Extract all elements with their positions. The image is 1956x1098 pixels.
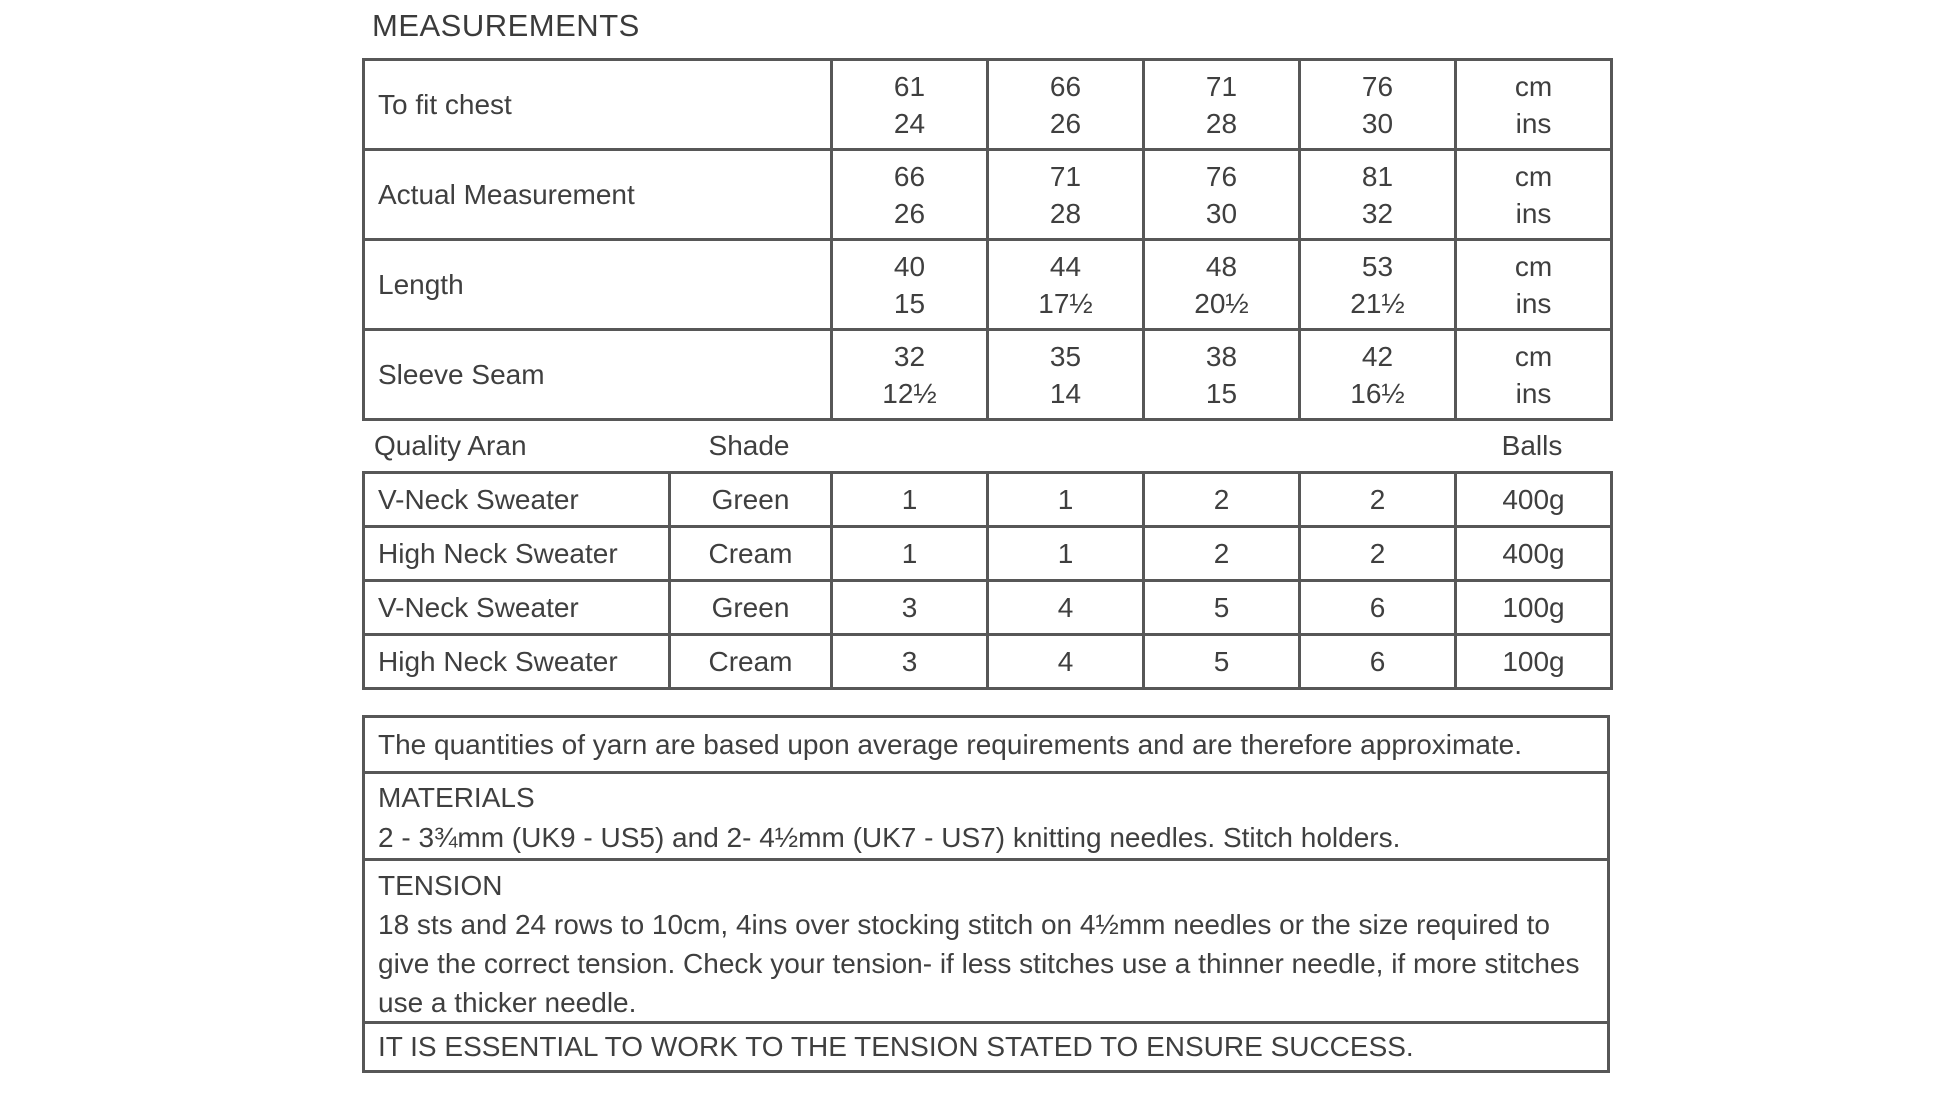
- essential-note-text: IT IS ESSENTIAL TO WORK TO THE TENSION STATED TO ENSURE SUCCESS.: [378, 1031, 1414, 1062]
- value-ins: 30: [1361, 107, 1394, 139]
- unit-cell: [1456, 330, 1612, 420]
- tension-section: [362, 858, 1610, 1024]
- value-ins: 28: [1049, 197, 1082, 229]
- garment-name: High Neck Sweater: [364, 635, 670, 689]
- measurement-value-cell: [1144, 240, 1300, 330]
- quantity-cell: 2: [1144, 527, 1300, 581]
- shade-cell: Cream: [670, 635, 832, 689]
- value-ins: 28: [1205, 107, 1238, 139]
- measurement-value-cell: [1144, 60, 1300, 150]
- measurement-value-cell: [988, 150, 1144, 240]
- value-ins: 16½: [1350, 377, 1405, 409]
- measurement-value-cell: [832, 150, 988, 240]
- garment-name: V-Neck Sweater: [364, 473, 670, 527]
- page-title: MEASUREMENTS: [372, 8, 640, 43]
- table-row: [364, 60, 1612, 150]
- table-row: [364, 330, 1612, 420]
- value-cm: 44: [1049, 250, 1082, 282]
- unit-cm-label: cm: [1514, 160, 1553, 192]
- unit-ins-label: ins: [1515, 107, 1552, 139]
- value-ins: 21½: [1350, 287, 1405, 319]
- measurement-value-cell: [988, 240, 1144, 330]
- unit-cell: [1456, 60, 1612, 150]
- value-ins: 26: [893, 197, 926, 229]
- table-row: [364, 581, 1612, 635]
- value-ins: 15: [893, 287, 926, 319]
- quantity-cell: 1: [988, 527, 1144, 581]
- value-cm: 71: [1049, 160, 1082, 192]
- quantity-cell: 6: [1300, 581, 1456, 635]
- measurement-label: Actual Measurement: [364, 150, 832, 240]
- value-ins: 20½: [1194, 287, 1249, 319]
- measurement-label: Sleeve Seam: [364, 330, 832, 420]
- table-row: [364, 150, 1612, 240]
- quantity-cell: 1: [832, 527, 988, 581]
- yarn-quantities-table: [362, 471, 1613, 690]
- quantity-cell: 3: [832, 635, 988, 689]
- balls-column-label: Balls: [1501, 430, 1563, 461]
- value-cm: 76: [1361, 70, 1394, 102]
- pattern-info-page: [362, 0, 1610, 1073]
- unit-cell: [1456, 240, 1612, 330]
- unit-ins-label: ins: [1515, 377, 1552, 409]
- quantity-cell: 2: [1300, 527, 1456, 581]
- unit-ins-label: ins: [1515, 287, 1552, 319]
- value-cm: 42: [1361, 340, 1394, 372]
- measurement-value-cell: [832, 330, 988, 420]
- measurement-value-cell: [1144, 150, 1300, 240]
- quantity-cell: 5: [1144, 581, 1300, 635]
- value-cm: 38: [1205, 340, 1238, 372]
- table-row: [364, 527, 1612, 581]
- garment-name: V-Neck Sweater: [364, 581, 670, 635]
- quantity-cell: 1: [988, 473, 1144, 527]
- yarn-note-text: The quantities of yarn are based upon average requirements and are therefore approximate.: [378, 728, 1523, 760]
- quantity-cell: 4: [988, 635, 1144, 689]
- quantity-cell: 5: [1144, 635, 1300, 689]
- measurement-value-cell: [1300, 240, 1456, 330]
- unit-cm-label: cm: [1514, 70, 1553, 102]
- value-cm: 35: [1049, 340, 1082, 372]
- quantity-cell: 2: [1144, 473, 1300, 527]
- measurement-value-cell: [1300, 330, 1456, 420]
- value-cm: 53: [1361, 250, 1394, 282]
- value-cm: 48: [1205, 250, 1238, 282]
- yarn-table-header: [362, 421, 1610, 471]
- quantity-cell: 1: [832, 473, 988, 527]
- quantity-cell: 2: [1300, 473, 1456, 527]
- tension-text: 18 sts and 24 rows to 10cm, 4ins over stocking stitch on 4½mm needles or the size required to give the correct tension. Check your tension- if less stitches use a thinner needle, if more stitches use a thicker needle.: [378, 909, 1580, 1018]
- table-row: [364, 473, 1612, 527]
- value-cm: 61: [893, 70, 926, 102]
- ball-size-cell: 100g: [1456, 581, 1612, 635]
- ball-size-cell: 400g: [1456, 473, 1612, 527]
- measurement-value-cell: [988, 60, 1144, 150]
- measurement-label: To fit chest: [364, 60, 832, 150]
- value-ins: 14: [1049, 377, 1082, 409]
- essential-tension-note: [362, 1021, 1610, 1073]
- shade-cell: Green: [670, 473, 832, 527]
- value-cm: 81: [1361, 160, 1394, 192]
- shade-cell: Green: [670, 581, 832, 635]
- measurement-value-cell: [832, 60, 988, 150]
- value-ins: 30: [1205, 197, 1238, 229]
- value-ins: 24: [893, 107, 926, 139]
- measurement-value-cell: [1144, 330, 1300, 420]
- ball-size-cell: 100g: [1456, 635, 1612, 689]
- materials-text: 2 - 3¾mm (UK9 - US5) and 2- 4½mm (UK7 - US7) knitting needles. Stitch holders.: [378, 822, 1401, 853]
- quantity-cell: 6: [1300, 635, 1456, 689]
- unit-cm-label: cm: [1514, 250, 1553, 282]
- unit-ins-label: ins: [1515, 197, 1552, 229]
- materials-heading: MATERIALS: [378, 782, 535, 813]
- measurement-value-cell: [988, 330, 1144, 420]
- table-row: [364, 635, 1612, 689]
- value-cm: 76: [1205, 160, 1238, 192]
- unit-cell: [1456, 150, 1612, 240]
- tension-heading: TENSION: [378, 870, 503, 901]
- shade-cell: Cream: [670, 527, 832, 581]
- value-cm: 66: [1049, 70, 1082, 102]
- materials-section: [362, 771, 1610, 861]
- value-ins: 32: [1361, 197, 1394, 229]
- value-cm: 40: [893, 250, 926, 282]
- value-ins: 17½: [1038, 287, 1093, 319]
- quantity-cell: 4: [988, 581, 1144, 635]
- measurement-value-cell: [1300, 150, 1456, 240]
- shade-column-label: Shade: [708, 430, 790, 461]
- ball-size-cell: 400g: [1456, 527, 1612, 581]
- value-ins: 12½: [882, 377, 937, 409]
- value-cm: 66: [893, 160, 926, 192]
- measurements-table: [362, 58, 1613, 421]
- measurement-label: Length: [364, 240, 832, 330]
- measurement-value-cell: [1300, 60, 1456, 150]
- value-cm: 71: [1205, 70, 1238, 102]
- value-ins: 26: [1049, 107, 1082, 139]
- value-cm: 32: [893, 340, 926, 372]
- quantity-cell: 3: [832, 581, 988, 635]
- value-ins: 15: [1205, 377, 1238, 409]
- yarn-quantities-note: [362, 715, 1610, 774]
- quality-column-label: Quality Aran: [374, 430, 527, 461]
- table-row: [364, 240, 1612, 330]
- unit-cm-label: cm: [1514, 340, 1553, 372]
- measurement-value-cell: [832, 240, 988, 330]
- garment-name: High Neck Sweater: [364, 527, 670, 581]
